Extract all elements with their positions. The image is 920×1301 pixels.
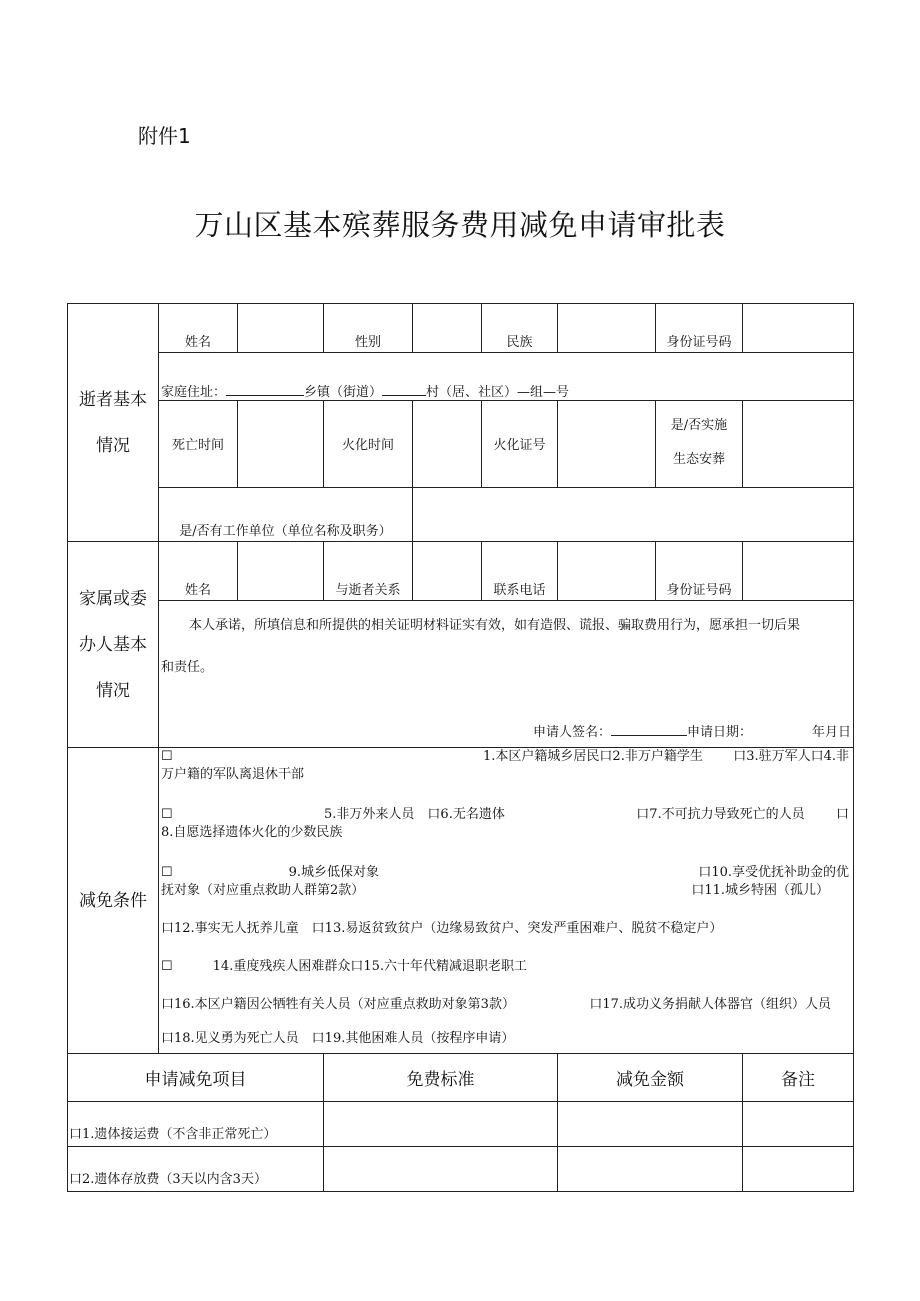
- family-name-label: 姓名: [159, 542, 238, 601]
- promise-block: [159, 601, 854, 748]
- home-address-field[interactable]: 家庭住址： 乡镇（街道） 村（居、社区）—组—号: [159, 353, 854, 401]
- signature-field[interactable]: [611, 723, 687, 736]
- death-time-field[interactable]: [238, 401, 324, 488]
- deceased-name-label: 姓名: [159, 304, 238, 353]
- conditions-section-label: 减免条件: [68, 748, 159, 1054]
- work-unit-field[interactable]: [413, 488, 854, 542]
- table-row[interactable]: 口1.遗体接运费（不含非正常死亡）: [68, 1102, 324, 1147]
- condition-row[interactable]: 口16.本区户籍因公牺牲有关人员（对应重点救助对象第3款） 口17.成功义务捐献人体器官（组织）人员: [161, 997, 831, 1012]
- condition-row[interactable]: 口12.事实无人抚养儿童 口13.易返贫致贫户（边缘易致贫户、突发严重困难户、脱贫不稳定户）: [161, 921, 723, 936]
- eco-burial-label: 是/否实施 生态安葬: [656, 401, 743, 488]
- condition-row[interactable]: 抚对象（对应重点救助人群第2款） 口11.城乡特困（孤儿）: [161, 883, 829, 898]
- eco-burial-field[interactable]: [743, 401, 854, 488]
- standard-field[interactable]: [324, 1147, 558, 1192]
- deceased-section-label: 逝者基本 情况: [68, 304, 159, 542]
- relation-field[interactable]: [413, 542, 482, 601]
- items-header-remarks: 备注: [743, 1054, 854, 1102]
- items-header-amount: 减免金额: [558, 1054, 743, 1102]
- amount-field[interactable]: [558, 1147, 743, 1192]
- condition-row: 8.自愿选择遗体火化的少数民族: [161, 825, 343, 840]
- deceased-ethnicity-label: 民族: [482, 304, 558, 353]
- cremation-time-field[interactable]: [413, 401, 482, 488]
- cremation-time-label: 火化时间: [324, 401, 413, 488]
- promise-text-end: 和责任。: [161, 660, 214, 675]
- remarks-field[interactable]: [743, 1102, 854, 1147]
- work-unit-label: 是/否有工作单位（单位名称及职务）: [159, 488, 413, 542]
- condition-row[interactable]: ☐ 9.城乡低保对象 口10.享受优抚补助金的优: [161, 865, 849, 880]
- death-time-label: 死亡时间: [159, 401, 238, 488]
- deceased-id-field[interactable]: [743, 304, 854, 353]
- items-header-standard: 免费标准: [324, 1054, 558, 1102]
- amount-field[interactable]: [558, 1102, 743, 1147]
- signature-line: 申请人签名： 申请日期： 年月日: [532, 725, 851, 740]
- conditions-block: [159, 748, 854, 1054]
- family-id-field[interactable]: [743, 542, 854, 601]
- deceased-gender-label: 性别: [324, 304, 413, 353]
- condition-row[interactable]: 口18.见义勇为死亡人员 口19.其他困难人员（按程序申请）: [161, 1031, 515, 1046]
- deceased-ethnicity-field[interactable]: [558, 304, 656, 353]
- promise-text: 本人承诺，所填信息和所提供的相关证明材料证实有效，如有造假、谎报、骗取费用行为，愿承担一切后果: [189, 618, 801, 633]
- deceased-id-label: 身份证号码: [656, 304, 743, 353]
- deceased-gender-field[interactable]: [413, 304, 482, 353]
- table-row[interactable]: 口2.遗体存放费（3天以内含3天）: [68, 1147, 324, 1192]
- attachment-label: 附件1: [138, 124, 191, 148]
- condition-row[interactable]: ☐ 5.非万外来人员 口6.无名遗体 口7.不可抗力导致死亡的人员 口: [161, 807, 849, 822]
- family-id-label: 身份证号码: [656, 542, 743, 601]
- deceased-name-field[interactable]: [238, 304, 324, 353]
- condition-row: 万户籍的军队离退休干部: [161, 767, 305, 782]
- cremation-cert-label: 火化证号: [482, 401, 558, 488]
- phone-field[interactable]: [558, 542, 656, 601]
- standard-field[interactable]: [324, 1102, 558, 1147]
- condition-row[interactable]: ☐ 14.重度残疾人困难群众口15.六十年代精减退职老职工: [161, 959, 528, 974]
- family-name-field[interactable]: [238, 542, 324, 601]
- cremation-cert-field[interactable]: [558, 401, 656, 488]
- application-form: [67, 303, 854, 1192]
- page-title: 万山区基本殡葬服务费用减免申请审批表: [194, 208, 726, 242]
- family-section-label: 家属或委 办人基本 情况: [68, 542, 159, 748]
- items-header-project: 申请减免项目: [68, 1054, 324, 1102]
- relation-label: 与逝者关系: [324, 542, 413, 601]
- phone-label: 联系电话: [482, 542, 558, 601]
- remarks-field[interactable]: [743, 1147, 854, 1192]
- condition-row[interactable]: ☐ 1.本区户籍城乡居民口2.非万户籍学生 口3.驻万军人口4.非: [161, 749, 849, 764]
